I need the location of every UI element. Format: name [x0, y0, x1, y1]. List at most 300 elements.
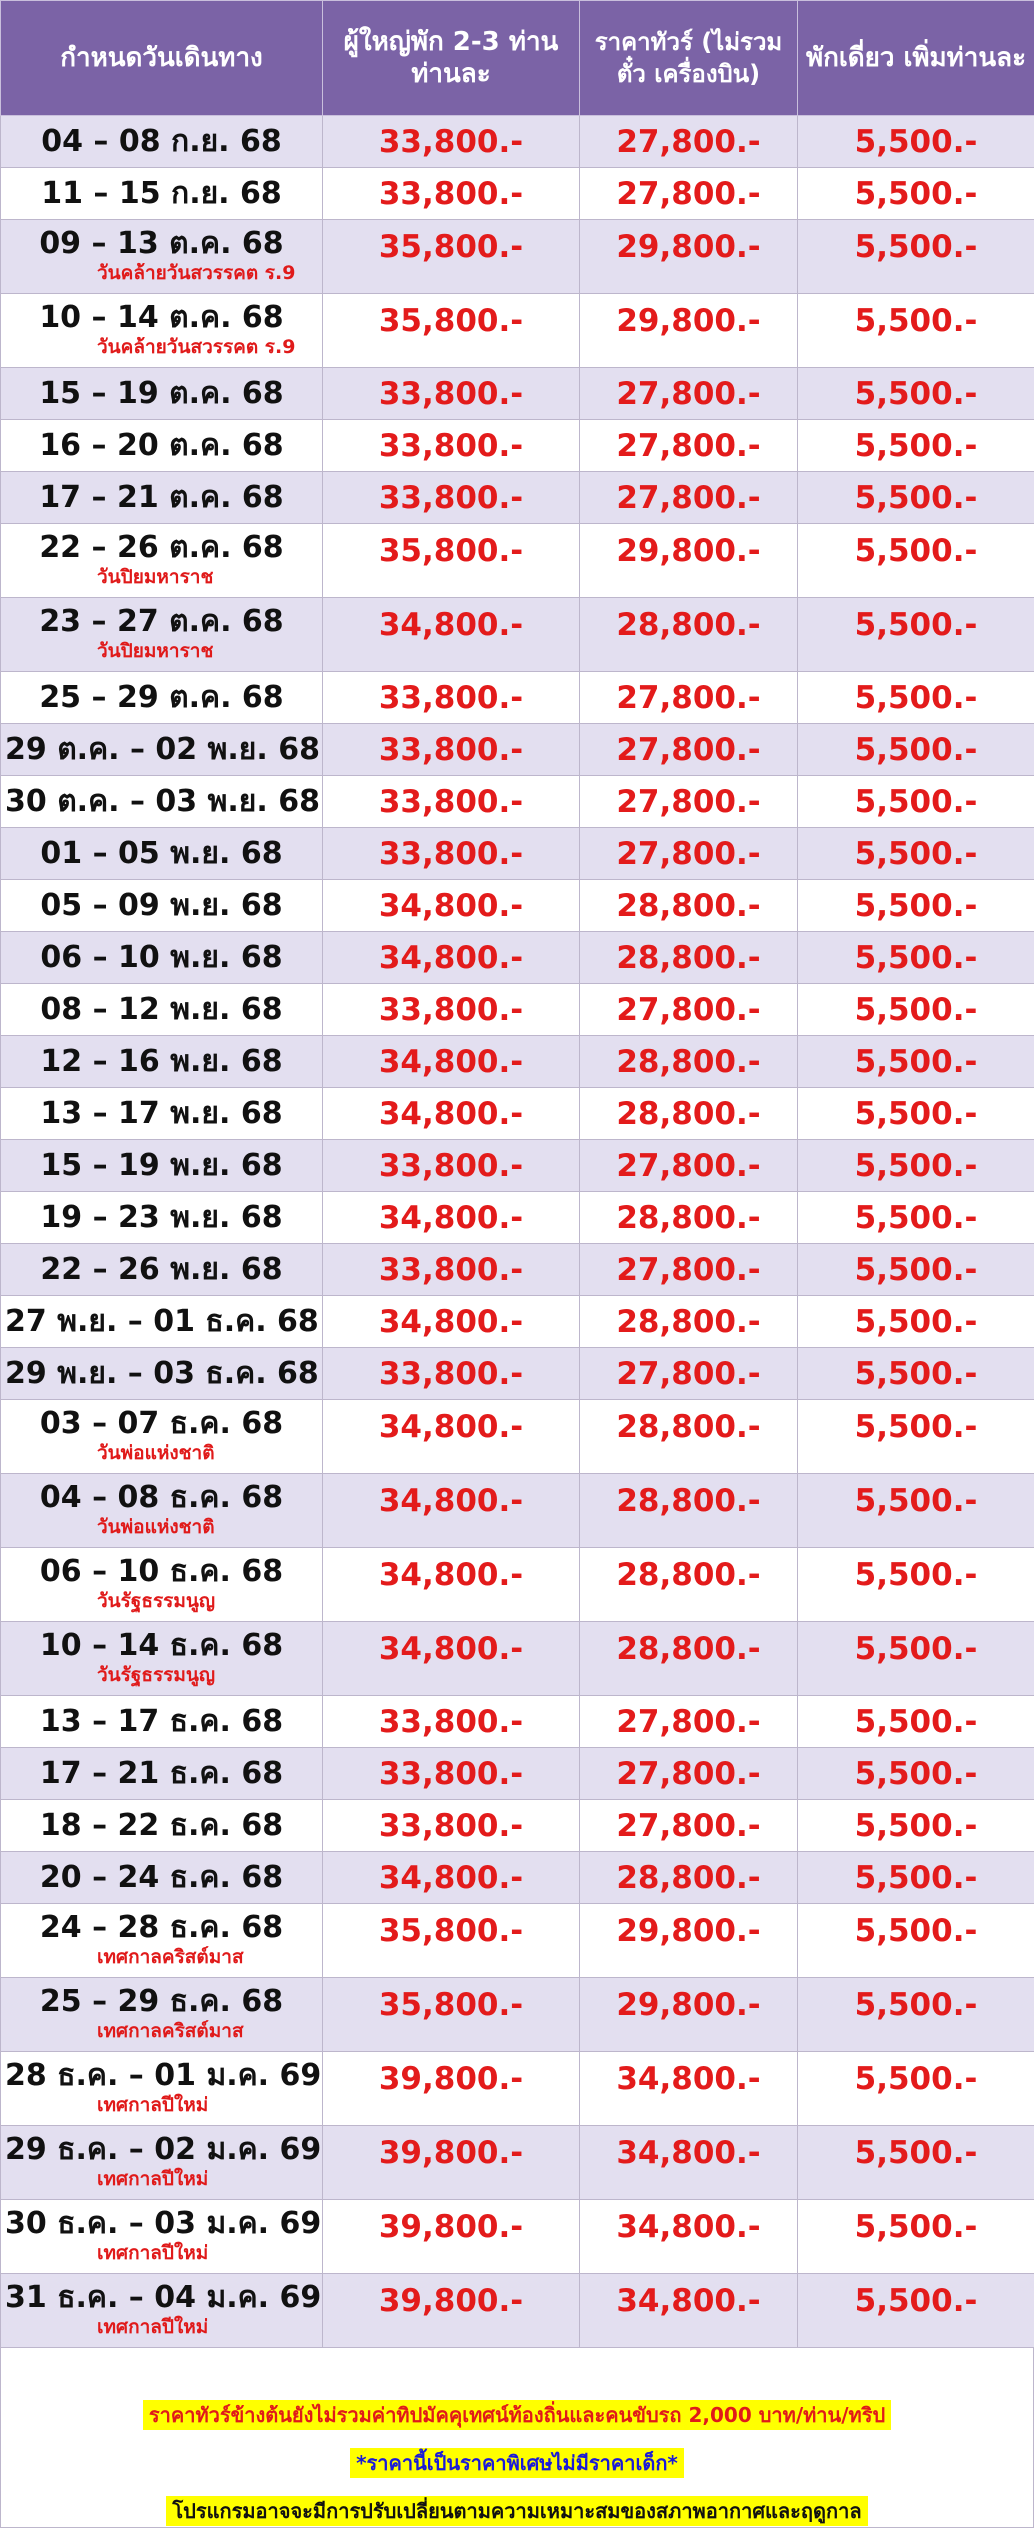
table-row — [1, 2052, 1034, 2126]
table-row — [1, 1852, 1034, 1904]
single-supplement: 5,500.- — [854, 991, 978, 1028]
tour-price: 27,800.- — [616, 1251, 761, 1288]
single-supplement-cell — [798, 294, 1034, 368]
table-row — [1, 1036, 1034, 1088]
tour-price-cell — [580, 724, 798, 776]
single-supplement-cell — [798, 1296, 1034, 1348]
single-supplement-cell — [798, 1748, 1034, 1800]
header-tour-price: ราคาทัวร์ (ไม่รวมตั๋ว เครื่องบิน) — [580, 1, 798, 116]
single-supplement-cell — [798, 368, 1034, 420]
tour-price-cell — [580, 1696, 798, 1748]
single-supplement: 5,500.- — [854, 1630, 978, 1667]
adult-price: 33,800.- — [378, 375, 524, 412]
single-supplement: 5,500.- — [854, 1408, 978, 1445]
tour-price-cell — [580, 1904, 798, 1978]
tour-price: 28,800.- — [616, 1408, 761, 1445]
travel-date-cell — [1, 1088, 323, 1140]
adult-price-cell — [323, 220, 580, 294]
table-row — [1, 1474, 1034, 1548]
table-row — [1, 1088, 1034, 1140]
single-supplement-cell — [798, 1036, 1034, 1088]
travel-date: 04 – 08 ธ.ค. 68 — [39, 1479, 284, 1515]
holiday-note: เทศกาลปีใหม่ — [97, 2241, 209, 2264]
single-supplement-cell — [798, 1088, 1034, 1140]
single-supplement: 5,500.- — [854, 1303, 978, 1340]
travel-date-cell — [1, 776, 323, 828]
adult-price-cell — [323, 880, 580, 932]
table-row — [1, 1348, 1034, 1400]
single-supplement: 5,500.- — [854, 1199, 978, 1236]
travel-date-cell — [1, 2052, 323, 2126]
table-row — [1, 116, 1034, 168]
tour-price-cell — [580, 472, 798, 524]
tour-price: 28,800.- — [616, 606, 761, 643]
adult-price: 33,800.- — [378, 1251, 524, 1288]
table-body — [1, 116, 1034, 2348]
tour-price-cell — [580, 420, 798, 472]
holiday-note: วันรัฐธรรมนูญ — [97, 1589, 216, 1612]
travel-date-cell — [1, 1852, 323, 1904]
table-row — [1, 828, 1034, 880]
adult-price: 33,800.- — [378, 991, 524, 1028]
travel-date-cell — [1, 294, 323, 368]
single-supplement: 5,500.- — [854, 2060, 978, 2097]
single-supplement: 5,500.- — [854, 302, 978, 339]
single-supplement: 5,500.- — [854, 123, 978, 160]
tour-price-cell — [580, 1748, 798, 1800]
travel-date: 16 – 20 ต.ค. 68 — [39, 427, 284, 463]
tour-price-cell — [580, 672, 798, 724]
single-supplement: 5,500.- — [854, 1859, 978, 1896]
travel-date: 24 – 28 ธ.ค. 68 — [39, 1909, 284, 1945]
tour-price: 27,800.- — [616, 427, 761, 464]
adult-price: 34,800.- — [378, 1556, 524, 1593]
adult-price: 34,800.- — [378, 1095, 524, 1132]
tour-price: 27,800.- — [616, 1755, 761, 1792]
table-row — [1, 1800, 1034, 1852]
adult-price-cell — [323, 1140, 580, 1192]
header-travel-date: กำหนดวันเดินทาง — [1, 1, 323, 116]
single-supplement-cell — [798, 598, 1034, 672]
single-supplement: 5,500.- — [854, 1251, 978, 1288]
travel-date-cell — [1, 1978, 323, 2052]
adult-price: 33,800.- — [378, 175, 524, 212]
table-header-row — [1, 1, 1034, 116]
table-row — [1, 2126, 1034, 2200]
single-supplement-cell — [798, 828, 1034, 880]
adult-price: 33,800.- — [378, 123, 524, 160]
single-supplement-cell — [798, 472, 1034, 524]
travel-date: 15 – 19 ต.ค. 68 — [39, 375, 284, 411]
adult-price-cell — [323, 420, 580, 472]
travel-date-cell — [1, 1904, 323, 1978]
adult-price-cell — [323, 828, 580, 880]
tour-price: 27,800.- — [616, 835, 761, 872]
tour-price: 28,800.- — [616, 1095, 761, 1132]
travel-date: 29 ต.ค. – 02 พ.ย. 68 — [5, 731, 320, 767]
adult-price-cell — [323, 524, 580, 598]
travel-date-cell — [1, 220, 323, 294]
travel-date: 20 – 24 ธ.ค. 68 — [39, 1859, 284, 1895]
table-row — [1, 1622, 1034, 1696]
tour-price: 27,800.- — [616, 479, 761, 516]
adult-price-cell — [323, 368, 580, 420]
adult-price-cell — [323, 1622, 580, 1696]
single-supplement: 5,500.- — [854, 887, 978, 924]
travel-date: 04 – 08 ก.ย. 68 — [41, 123, 282, 159]
tour-price-cell — [580, 168, 798, 220]
tour-price: 28,800.- — [616, 1303, 761, 1340]
travel-date: 29 พ.ย. – 03 ธ.ค. 68 — [5, 1355, 319, 1391]
tour-price: 27,800.- — [616, 679, 761, 716]
single-supplement: 5,500.- — [854, 1482, 978, 1519]
adult-price-cell — [323, 2126, 580, 2200]
travel-date-cell — [1, 2274, 323, 2348]
tour-price: 28,800.- — [616, 1043, 761, 1080]
tour-price-cell — [580, 776, 798, 828]
tour-price: 27,800.- — [616, 783, 761, 820]
table-row — [1, 880, 1034, 932]
travel-date: 13 – 17 ธ.ค. 68 — [39, 1703, 284, 1739]
travel-date: 17 – 21 ต.ค. 68 — [39, 479, 284, 515]
table-row — [1, 1400, 1034, 1474]
table-row — [1, 220, 1034, 294]
holiday-note: วันคล้ายวันสวรรคต ร.9 — [97, 261, 296, 284]
single-supplement: 5,500.- — [854, 1556, 978, 1593]
adult-price: 33,800.- — [378, 835, 524, 872]
tour-price-cell — [580, 1192, 798, 1244]
travel-date-cell — [1, 1800, 323, 1852]
adult-price: 33,800.- — [378, 1807, 524, 1844]
tour-price: 27,800.- — [616, 1807, 761, 1844]
travel-date: 10 – 14 ธ.ค. 68 — [39, 1627, 284, 1663]
tour-price-cell — [580, 2274, 798, 2348]
adult-price: 33,800.- — [378, 479, 524, 516]
holiday-note: วันปิยมหาราช — [97, 639, 214, 662]
adult-price-cell — [323, 1088, 580, 1140]
travel-date: 15 – 19 พ.ย. 68 — [40, 1147, 283, 1183]
tour-price: 34,800.- — [616, 2060, 761, 2097]
table-row — [1, 524, 1034, 598]
table-row — [1, 1548, 1034, 1622]
travel-date: 12 – 16 พ.ย. 68 — [40, 1043, 283, 1079]
adult-price: 39,800.- — [378, 2208, 524, 2245]
travel-date: 08 – 12 พ.ย. 68 — [40, 991, 283, 1027]
adult-price: 34,800.- — [378, 1303, 524, 1340]
table-row — [1, 168, 1034, 220]
holiday-note: เทศกาลคริสต์มาส — [97, 2019, 244, 2042]
table-row — [1, 2274, 1034, 2348]
holiday-note: เทศกาลปีใหม่ — [97, 2315, 209, 2338]
table-row — [1, 724, 1034, 776]
single-supplement: 5,500.- — [854, 532, 978, 569]
tour-price-cell — [580, 1622, 798, 1696]
single-supplement-cell — [798, 672, 1034, 724]
single-supplement: 5,500.- — [854, 427, 978, 464]
travel-date: 23 – 27 ต.ค. 68 — [39, 603, 284, 639]
single-supplement-cell — [798, 1192, 1034, 1244]
adult-price-cell — [323, 1800, 580, 1852]
tour-price-cell — [580, 1800, 798, 1852]
table-row — [1, 294, 1034, 368]
footer-program-change-note: โปรแกรมอาจจะมีการปรับเปลี่ยนตามความเหมาะสมของสภาพอากาศและฤดูกาล — [166, 2496, 867, 2526]
adult-price-cell — [323, 168, 580, 220]
single-supplement: 5,500.- — [854, 479, 978, 516]
tour-price-cell — [580, 1348, 798, 1400]
travel-date-cell — [1, 984, 323, 1036]
table-row — [1, 1978, 1034, 2052]
adult-price: 33,800.- — [378, 679, 524, 716]
tour-price-cell — [580, 880, 798, 932]
adult-price-cell — [323, 1978, 580, 2052]
single-supplement: 5,500.- — [854, 228, 978, 265]
travel-date: 05 – 09 พ.ย. 68 — [40, 887, 283, 923]
tour-price-cell — [580, 1548, 798, 1622]
single-supplement-cell — [798, 1622, 1034, 1696]
adult-price-cell — [323, 984, 580, 1036]
table-row — [1, 368, 1034, 420]
adult-price-cell — [323, 1548, 580, 1622]
table-row — [1, 1904, 1034, 1978]
table-row — [1, 1296, 1034, 1348]
single-supplement: 5,500.- — [854, 679, 978, 716]
single-supplement-cell — [798, 524, 1034, 598]
travel-date: 01 – 05 พ.ย. 68 — [40, 835, 283, 871]
single-supplement-cell — [798, 168, 1034, 220]
single-supplement-cell — [798, 220, 1034, 294]
travel-date-cell — [1, 1748, 323, 1800]
tour-price: 27,800.- — [616, 123, 761, 160]
adult-price-cell — [323, 116, 580, 168]
tour-price-cell — [580, 116, 798, 168]
tour-price: 29,800.- — [616, 1986, 761, 2023]
tour-price: 27,800.- — [616, 731, 761, 768]
single-supplement-cell — [798, 2274, 1034, 2348]
table-row — [1, 1696, 1034, 1748]
tour-price: 34,800.- — [616, 2282, 761, 2319]
tour-price-cell — [580, 1400, 798, 1474]
single-supplement: 5,500.- — [854, 1912, 978, 1949]
travel-date: 22 – 26 ต.ค. 68 — [39, 529, 284, 565]
tour-price: 28,800.- — [616, 1556, 761, 1593]
single-supplement-cell — [798, 776, 1034, 828]
travel-date: 17 – 21 ธ.ค. 68 — [39, 1755, 284, 1791]
tour-price-cell — [580, 1852, 798, 1904]
single-supplement-cell — [798, 1904, 1034, 1978]
table-row — [1, 2200, 1034, 2274]
holiday-note: เทศกาลปีใหม่ — [97, 2167, 209, 2190]
adult-price: 35,800.- — [378, 1912, 524, 1949]
tour-price: 29,800.- — [616, 532, 761, 569]
travel-date-cell — [1, 724, 323, 776]
adult-price-cell — [323, 1904, 580, 1978]
single-supplement: 5,500.- — [854, 835, 978, 872]
travel-date-cell — [1, 672, 323, 724]
single-supplement-cell — [798, 1348, 1034, 1400]
single-supplement-cell — [798, 1978, 1034, 2052]
travel-date-cell — [1, 880, 323, 932]
table-row — [1, 1192, 1034, 1244]
single-supplement: 5,500.- — [854, 2208, 978, 2245]
footer-special-price-note: *ราคานี้เป็นราคาพิเศษไม่มีราคาเด็ก* — [350, 2448, 684, 2478]
tour-price-cell — [580, 220, 798, 294]
footer-notes — [0, 2348, 1034, 2528]
tour-price: 28,800.- — [616, 1482, 761, 1519]
tour-price: 27,800.- — [616, 175, 761, 212]
single-supplement: 5,500.- — [854, 939, 978, 976]
travel-date: 30 ธ.ค. – 03 ม.ค. 69 — [5, 2205, 322, 2241]
table-row — [1, 472, 1034, 524]
adult-price-cell — [323, 1296, 580, 1348]
tour-price-cell — [580, 598, 798, 672]
travel-date: 31 ธ.ค. – 04 ม.ค. 69 — [5, 2279, 322, 2315]
travel-date-cell — [1, 598, 323, 672]
adult-price-cell — [323, 472, 580, 524]
travel-date: 06 – 10 พ.ย. 68 — [40, 939, 283, 975]
tour-price: 28,800.- — [616, 1199, 761, 1236]
travel-date-cell — [1, 2200, 323, 2274]
travel-date-cell — [1, 1140, 323, 1192]
single-supplement: 5,500.- — [854, 731, 978, 768]
travel-date: 28 ธ.ค. – 01 ม.ค. 69 — [5, 2057, 322, 2093]
single-supplement: 5,500.- — [854, 1043, 978, 1080]
tour-price: 28,800.- — [616, 1859, 761, 1896]
table-row — [1, 932, 1034, 984]
tour-price: 34,800.- — [616, 2134, 761, 2171]
single-supplement: 5,500.- — [854, 1095, 978, 1132]
table-row — [1, 598, 1034, 672]
holiday-note: วันพ่อแห่งชาติ — [97, 1441, 215, 1464]
travel-date: 19 – 23 พ.ย. 68 — [40, 1199, 283, 1235]
table-row — [1, 984, 1034, 1036]
adult-price: 34,800.- — [378, 1199, 524, 1236]
tour-price: 28,800.- — [616, 887, 761, 924]
tour-price: 29,800.- — [616, 228, 761, 265]
travel-date: 25 – 29 ธ.ค. 68 — [39, 1983, 284, 2019]
travel-date-cell — [1, 1548, 323, 1622]
tour-price-cell — [580, 368, 798, 420]
adult-price-cell — [323, 1474, 580, 1548]
single-supplement-cell — [798, 1400, 1034, 1474]
adult-price-cell — [323, 598, 580, 672]
adult-price: 34,800.- — [378, 1482, 524, 1519]
travel-date-cell — [1, 1400, 323, 1474]
travel-date: 03 – 07 ธ.ค. 68 — [39, 1405, 284, 1441]
travel-date-cell — [1, 472, 323, 524]
single-supplement-cell — [798, 420, 1034, 472]
travel-date: 11 – 15 ก.ย. 68 — [41, 175, 282, 211]
travel-date-cell — [1, 932, 323, 984]
adult-price: 33,800.- — [378, 1755, 524, 1792]
travel-date: 22 – 26 พ.ย. 68 — [40, 1251, 283, 1287]
adult-price-cell — [323, 776, 580, 828]
travel-date: 06 – 10 ธ.ค. 68 — [39, 1553, 284, 1589]
adult-price: 35,800.- — [378, 1986, 524, 2023]
single-supplement-cell — [798, 724, 1034, 776]
single-supplement-cell — [798, 1474, 1034, 1548]
adult-price: 39,800.- — [378, 2134, 524, 2171]
tour-price: 27,800.- — [616, 1355, 761, 1392]
travel-date-cell — [1, 1036, 323, 1088]
tour-price: 27,800.- — [616, 1703, 761, 1740]
header-single-supplement: พักเดี่ยว เพิ่มท่านละ — [798, 1, 1034, 116]
table-row — [1, 1244, 1034, 1296]
adult-price: 33,800.- — [378, 1147, 524, 1184]
adult-price-cell — [323, 1696, 580, 1748]
tour-price-cell — [580, 1088, 798, 1140]
travel-date: 29 ธ.ค. – 02 ม.ค. 69 — [5, 2131, 322, 2167]
tour-price: 29,800.- — [616, 1912, 761, 1949]
travel-date-cell — [1, 1622, 323, 1696]
adult-price-cell — [323, 2274, 580, 2348]
table-row — [1, 1748, 1034, 1800]
tour-price: 28,800.- — [616, 939, 761, 976]
single-supplement: 5,500.- — [854, 1703, 978, 1740]
adult-price-cell — [323, 724, 580, 776]
single-supplement-cell — [798, 1852, 1034, 1904]
tour-price: 27,800.- — [616, 1147, 761, 1184]
adult-price-cell — [323, 1852, 580, 1904]
single-supplement-cell — [798, 1244, 1034, 1296]
travel-date-cell — [1, 1244, 323, 1296]
travel-date-cell — [1, 2126, 323, 2200]
tour-price-cell — [580, 828, 798, 880]
travel-date-cell — [1, 828, 323, 880]
tour-price: 27,800.- — [616, 375, 761, 412]
adult-price: 34,800.- — [378, 1859, 524, 1896]
table-row — [1, 1140, 1034, 1192]
tour-price-cell — [580, 2052, 798, 2126]
adult-price-cell — [323, 1036, 580, 1088]
tour-price-cell — [580, 1474, 798, 1548]
table-row — [1, 776, 1034, 828]
tour-price: 27,800.- — [616, 991, 761, 1028]
tour-price-cell — [580, 1244, 798, 1296]
single-supplement-cell — [798, 984, 1034, 1036]
adult-price-cell — [323, 932, 580, 984]
travel-date: 25 – 29 ต.ค. 68 — [39, 679, 284, 715]
single-supplement: 5,500.- — [854, 1147, 978, 1184]
adult-price-cell — [323, 294, 580, 368]
travel-date-cell — [1, 1474, 323, 1548]
adult-price: 39,800.- — [378, 2282, 524, 2319]
tour-price-cell — [580, 984, 798, 1036]
tour-price-cell — [580, 524, 798, 598]
single-supplement: 5,500.- — [854, 175, 978, 212]
tour-price: 28,800.- — [616, 1630, 761, 1667]
adult-price: 35,800.- — [378, 302, 524, 339]
single-supplement: 5,500.- — [854, 1755, 978, 1792]
adult-price: 33,800.- — [378, 783, 524, 820]
adult-price: 35,800.- — [378, 532, 524, 569]
tour-price-cell — [580, 1296, 798, 1348]
table-row — [1, 672, 1034, 724]
tour-price-cell — [580, 1978, 798, 2052]
travel-date-cell — [1, 168, 323, 220]
travel-date-cell — [1, 1296, 323, 1348]
tour-price-cell — [580, 1140, 798, 1192]
table-row — [1, 420, 1034, 472]
single-supplement: 5,500.- — [854, 2282, 978, 2319]
adult-price: 34,800.- — [378, 1630, 524, 1667]
tour-price: 34,800.- — [616, 2208, 761, 2245]
tour-price-cell — [580, 294, 798, 368]
travel-date-cell — [1, 1192, 323, 1244]
adult-price-cell — [323, 1244, 580, 1296]
single-supplement-cell — [798, 2200, 1034, 2274]
adult-price: 33,800.- — [378, 1703, 524, 1740]
travel-date-cell — [1, 1348, 323, 1400]
